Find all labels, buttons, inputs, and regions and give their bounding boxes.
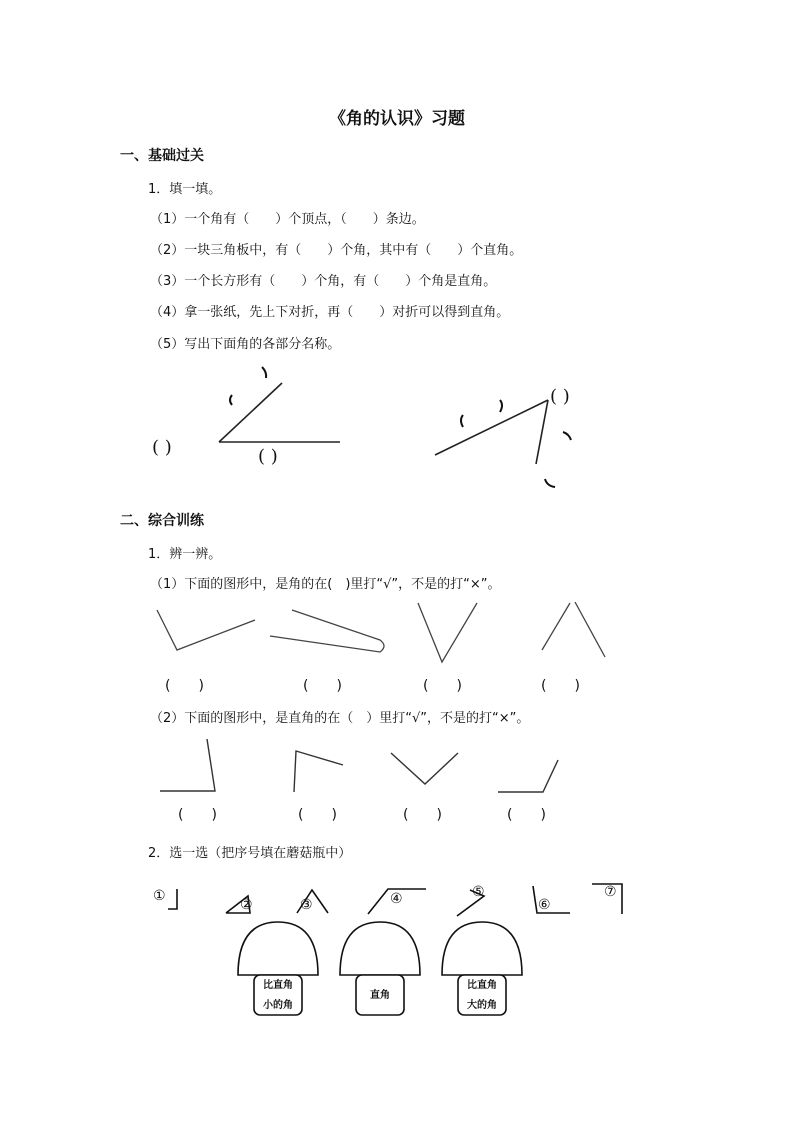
mushroom-label-larger-line2: 大的角 (467, 1000, 497, 1011)
shape-2-4 (498, 760, 558, 792)
answer-blank-left-bottom[interactable]: ( ) (258, 446, 278, 467)
answer-blank-2-2[interactable]: ( ) (298, 807, 337, 823)
shape-1-4a (542, 603, 570, 650)
answer-blank-left-side[interactable]: ( ) (152, 437, 172, 458)
answer-blank-2-3[interactable]: ( ) (403, 807, 442, 823)
answer-blank-right-top[interactable]: ( ) (550, 386, 570, 407)
mushroom-cap-1 (238, 922, 318, 975)
answer-blank-2-1[interactable]: ( ) (178, 807, 217, 823)
mushroom-label-right-line1: 直角 (370, 990, 390, 1001)
fill-item-2: （2）一块三角板中，有（ ）个角，其中有（ ）个直角。 (150, 243, 523, 258)
question-1-label: 1．填一填。 (148, 182, 222, 197)
piece-number-7: ⑦ (604, 884, 617, 900)
mushroom-cap-3 (442, 922, 522, 975)
sub-question-1: （1）下面的图形中，是角的在( )里打“√”，不是的打“×”。 (150, 577, 501, 592)
angle-figure-right (435, 400, 548, 464)
shape-2-2 (294, 751, 343, 792)
fill-item-4: （4）拿一张纸，先上下对折，再（ ）对折可以得到直角。 (150, 305, 510, 320)
piece-number-6: ⑥ (538, 897, 551, 913)
page-title: 《角的认识》习题 (329, 109, 465, 129)
shape-1-1 (157, 610, 255, 650)
mushroom-label-smaller-line2: 小的角 (263, 1000, 293, 1011)
fill-item-3: （3）一个长方形有（ ）个角，有（ ）个角是直角。 (150, 274, 497, 289)
answer-blank-1-1[interactable]: ( ) (165, 678, 204, 694)
piece-number-2: ② (240, 897, 253, 913)
question-2-2-label: 2．选一选（把序号填在蘑菇瓶中） (148, 846, 352, 861)
section-heading-basic: 一、基础过关 (120, 148, 204, 164)
piece-number-3: ③ (300, 897, 313, 913)
section-heading-training: 二、综合训练 (120, 513, 204, 529)
piece-number-1: ① (153, 888, 166, 904)
fill-item-5: （5）写出下面角的各部分名称。 (150, 337, 341, 352)
piece-1 (168, 889, 177, 909)
answer-blank-2-4[interactable]: ( ) (507, 807, 546, 823)
sub-question-2: （2）下面的图形中，是直角的在（ ）里打“√”，不是的打“×”。 (150, 711, 530, 726)
fill-item-1: （1）一个角有（ ）个顶点，（ ）条边。 (150, 212, 425, 227)
mushroom-cap-2 (340, 922, 420, 975)
answer-blank-1-2[interactable]: ( ) (303, 678, 342, 694)
mushroom-label-larger-line1: 比直角 (467, 980, 497, 991)
mushroom-label-smaller-line1: 比直角 (263, 980, 293, 991)
shape-1-3 (418, 603, 477, 662)
shape-2-1 (160, 739, 215, 791)
answer-blank-1-3[interactable]: ( ) (423, 678, 462, 694)
mushroom-label-smaller (258, 976, 298, 1016)
shape-2-3 (391, 753, 458, 784)
angle-figure-left (219, 383, 340, 442)
question-2-1-label: 1．辨一辨。 (148, 547, 222, 562)
mushroom-label-larger (462, 976, 502, 1016)
piece-number-5: ⑤ (472, 884, 485, 900)
answer-blank-1-4[interactable]: ( ) (541, 678, 580, 694)
shape-1-4b (575, 602, 605, 657)
mushroom-label-right (360, 986, 400, 1006)
shape-1-2 (270, 610, 384, 652)
piece-number-4: ④ (390, 891, 403, 907)
